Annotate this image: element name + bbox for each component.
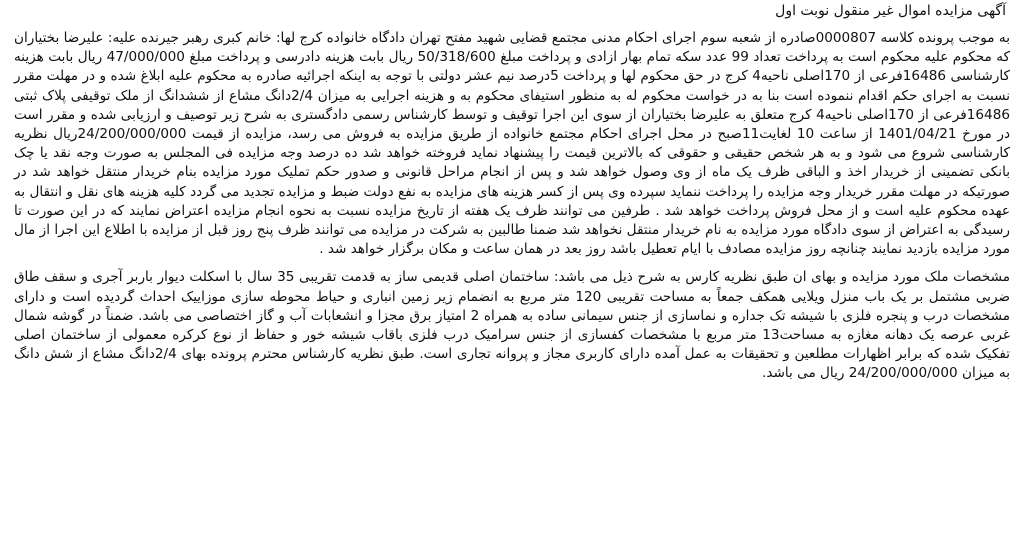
notice-title: آگهی مزایده اموال غیر منقول نوبت اول: [775, 3, 1006, 19]
property-description-paragraph: مشخصات ملک مورد مزایده و بهای ان طبق نظریه کارس به شرح ذیل می باشد: ساختمان اصلی قدیمی ساز به قدمت تقریبی 35 سال با اسکلت دیوار باربر آجری و سقف طاق ضربی مشتمل بر یک باب منزل ویلایی همکف جمعاً به مساحت تقریبی 120 متر مربع به انضمام زیر زمین انباری و حیاط محوطه سازی موزاییک احداث گردیده است و دارای مشخصات درب و پنجره فلزی با شیشه تک جداره و نماسازی از جنس سیمانی ساده به همراه 2 امتیاز برق مجزا و انشعابات آب و گاز اختصاصی می باشد. ضمناً در گوشه شمال غربی عرصه یک دهانه مغازه به مساحت13 متر مربع با مشخصات کفسازی از جنس سرامیک درب فلزی باقاب شیشه خور و حفاظ از نوع کرکره معمولی از ساختمان اصلی تفکیک شده که برابر اظهارات مطلعین و تحقیقات به عمل آمده دارای کاربری مجاز و پروانه تجاری است. طبق نظریه کارشناس محترم پرونده بهای 2/4دانگ مشاع از شش دانگ به میزان 24/200/000/000 ریال می باشد.: [14, 269, 1011, 382]
notice-body-paragraph: به موجب پرونده کلاسه 0000807صادره از شعبه سوم اجرای احکام مدنی مجتمع قضایی شهید مفتح تهران دادگاه خانواده کرج لها: خانم کبری رهبر جیرنده علیه: علیرضا بختیاران که محکوم علیه محکوم است به پرداخت تعداد 99 عدد سکه تمام بهار ازادی و پرداخت مبلغ 50/318/600 ریال بابت هزینه دادرسی و پرداخت مبلغ 47/000/000 ریال بابت هزینه کارشناسی 16486فرعی از 170اصلی ناحیه4 کرج در حق محکوم لها و پرداخت 5درصد نیم عشر دولتی با توجه به اینکه اجرائیه صادره به محکوم علیه ابلاغ شده و در مهلت مقرر نسبت به اجرای حکم اقدام ننموده است بنا به در خواست محکوم له به منظور استیفای محکوم به و هزینه اجرایی به میزان 2/4دانگ مشاع از ششدانگ از ملک توقیفی پلاک ثبتی 16486فرعی از 170اصلی ناحیه4 کرج متعلق به علیرضا بختیاران از سوی این اجرا توقیف و توسط کارشناس رسمی دادگستری به شرح زیر توصیف و ارزیابی شده و مقرر است در مورخ 1401/04/21 از ساعت 10 لغایت11صبح در محل اجرای احکام مجتمع خانواده از طریق مزایده به فروش می رسد، مزایده از قیمت 24/200/000/000ریال نظریه کارشناسی شروع می شود و به هر شخص حقیقی و حقوقی که بالاترین قیمت را پیشنهاد نماید فروخته خواهد شد ده درصد وجه مزایده فی المجلس به صورت وجه نقد یا چک بانکی تضمینی از خریدار اخذ و الباقی ظرف یک ماه از وی وصول خواهد شد و پس از انجام مراحل قانونی و صدور حکم تملیک مورد مزایده بنام خریدار منتقل خواهد شد در صورتیکه در مهلت مقرر خریدار وجه مزایده را پرداخت ننماید سپرده وی پس از کسر هزینه های مزایده به نفع دولت ضبط و مزایده تجدید می گردد کلیه هزینه های نقل و انتقال به عهده محکوم علیه است و از محل فروش پرداخت خواهد شد . طرفین می توانند ظرف یک هفته از تاریخ مزایده نسبت به نحوه انجام مزایده اعتراض نمایند که در این صورت تا رسیدگی به اعتراض از سوی دادگاه مورد مزایده به نام خریدار منتقل نخواهد شد ضمنا طالبین به شرکت در مزایده می توانند ظرف پنج روز قبل از مزایده با اطلاع این اجرا از مال مورد مزایده بازدید نمایند چنانچه روز مزایده مصادف با ایام تعطیل باشد روز بعد در همان ساعت و مکان برگزار خواهد شد .: [14, 30, 1011, 258]
auction-notice: [14, 2, 1010, 384]
